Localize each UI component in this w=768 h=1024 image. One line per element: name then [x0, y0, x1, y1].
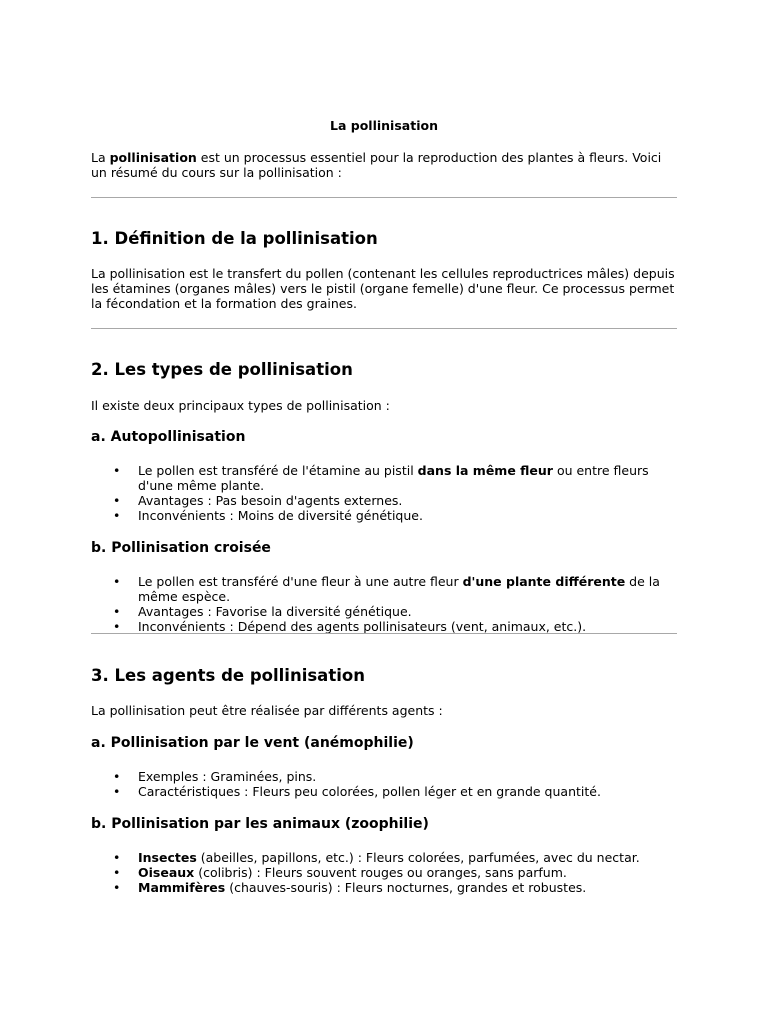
list-item-text: Avantages : Pas besoin d'agents externes.	[138, 493, 403, 508]
bullet: •	[113, 574, 121, 589]
list-item-text: (abeilles, papillons, etc.) : Fleurs colorées, parfumées, avec du nectar.	[196, 850, 640, 865]
list-item-text: (chauves-souris) : Fleurs nocturnes, grandes et robustes.	[225, 880, 587, 895]
divider	[91, 197, 677, 198]
document-title: La pollinisation	[330, 118, 438, 133]
list-item	[91, 604, 677, 619]
section-2-heading: 2. Les types de pollinisation	[91, 360, 353, 379]
bullet: •	[113, 880, 121, 895]
list-item	[91, 784, 677, 799]
list-item-text: Avantages : Favorise la diversité génétique.	[138, 604, 412, 619]
list-item-text: Exemples : Graminées, pins.	[138, 769, 317, 784]
bullet: •	[113, 463, 121, 478]
list-item-bold: Oiseaux	[138, 865, 195, 880]
bullet: •	[113, 493, 121, 508]
list-item	[91, 850, 677, 865]
list-item-text: Le pollen est transféré d'une fleur à une autre fleur	[138, 574, 463, 589]
section-3b-heading: b. Pollinisation par les animaux (zoophilie)	[91, 816, 429, 832]
list-item	[91, 493, 677, 508]
section-3-intro: La pollinisation peut être réalisée par différents agents :	[91, 703, 443, 718]
list-item-bold: Insectes	[138, 850, 197, 865]
section-2a-heading: a. Autopollinisation	[91, 429, 246, 445]
section-3b-list	[91, 850, 677, 895]
list-item-text: Caractéristiques : Fleurs peu colorées, pollen léger et en grande quantité.	[138, 784, 601, 799]
section-2b-list	[91, 574, 677, 634]
divider	[91, 633, 677, 634]
list-item	[91, 769, 677, 784]
list-item-text: Inconvénients : Dépend des agents pollinisateurs (vent, animaux, etc.).	[138, 619, 587, 634]
list-item-text: ou entre fleurs d'une même plante.	[138, 463, 649, 493]
list-item	[91, 880, 677, 895]
list-item	[91, 574, 677, 604]
list-item-text: Le pollen est transféré de l'étamine au pistil	[138, 463, 418, 478]
bullet: •	[113, 508, 121, 523]
intro-paragraph	[91, 150, 677, 180]
list-item	[91, 508, 677, 523]
section-2b-heading: b. Pollinisation croisée	[91, 540, 271, 556]
list-item-text: de la même espèce.	[138, 574, 660, 604]
list-item-bold: d'une plante différente	[462, 574, 626, 589]
intro-bold: pollinisation	[109, 150, 197, 165]
intro-post: est un processus essentiel pour la reproduction des plantes à fleurs. Voici un résumé du cours sur la pollinisation :	[91, 150, 662, 180]
section-2a-list	[91, 463, 677, 523]
bullet: •	[113, 850, 121, 865]
bullet: •	[113, 784, 121, 799]
section-1-text: La pollinisation est le transfert du pollen (contenant les cellules reproductrices mâles) depuis les étamines (organes mâles) vers le pistil (organe femelle) d'une fleur. Ce processus permet la fécondation et la formation des graines.	[91, 266, 675, 311]
list-item-text: (colibris) : Fleurs souvent rouges ou oranges, sans parfum.	[194, 865, 567, 880]
list-item-text: Inconvénients : Moins de diversité génétique.	[138, 508, 423, 523]
bullet: •	[113, 619, 121, 634]
list-item	[91, 619, 677, 634]
bullet: •	[113, 604, 121, 619]
bullet: •	[113, 865, 121, 880]
section-1-heading: 1. Définition de la pollinisation	[91, 229, 378, 248]
section-2-intro: Il existe deux principaux types de pollinisation :	[91, 398, 390, 413]
list-item	[91, 865, 677, 880]
bullet: •	[113, 769, 121, 784]
list-item-bold: dans la même fleur	[417, 463, 553, 478]
list-item	[91, 463, 677, 493]
intro-pre: La	[91, 150, 110, 165]
section-3a-list	[91, 769, 677, 799]
section-3a-heading: a. Pollinisation par le vent (anémophilie)	[91, 735, 414, 751]
divider	[91, 328, 677, 329]
section-3-heading: 3. Les agents de pollinisation	[91, 666, 365, 685]
list-item-bold: Mammifères	[138, 880, 226, 895]
